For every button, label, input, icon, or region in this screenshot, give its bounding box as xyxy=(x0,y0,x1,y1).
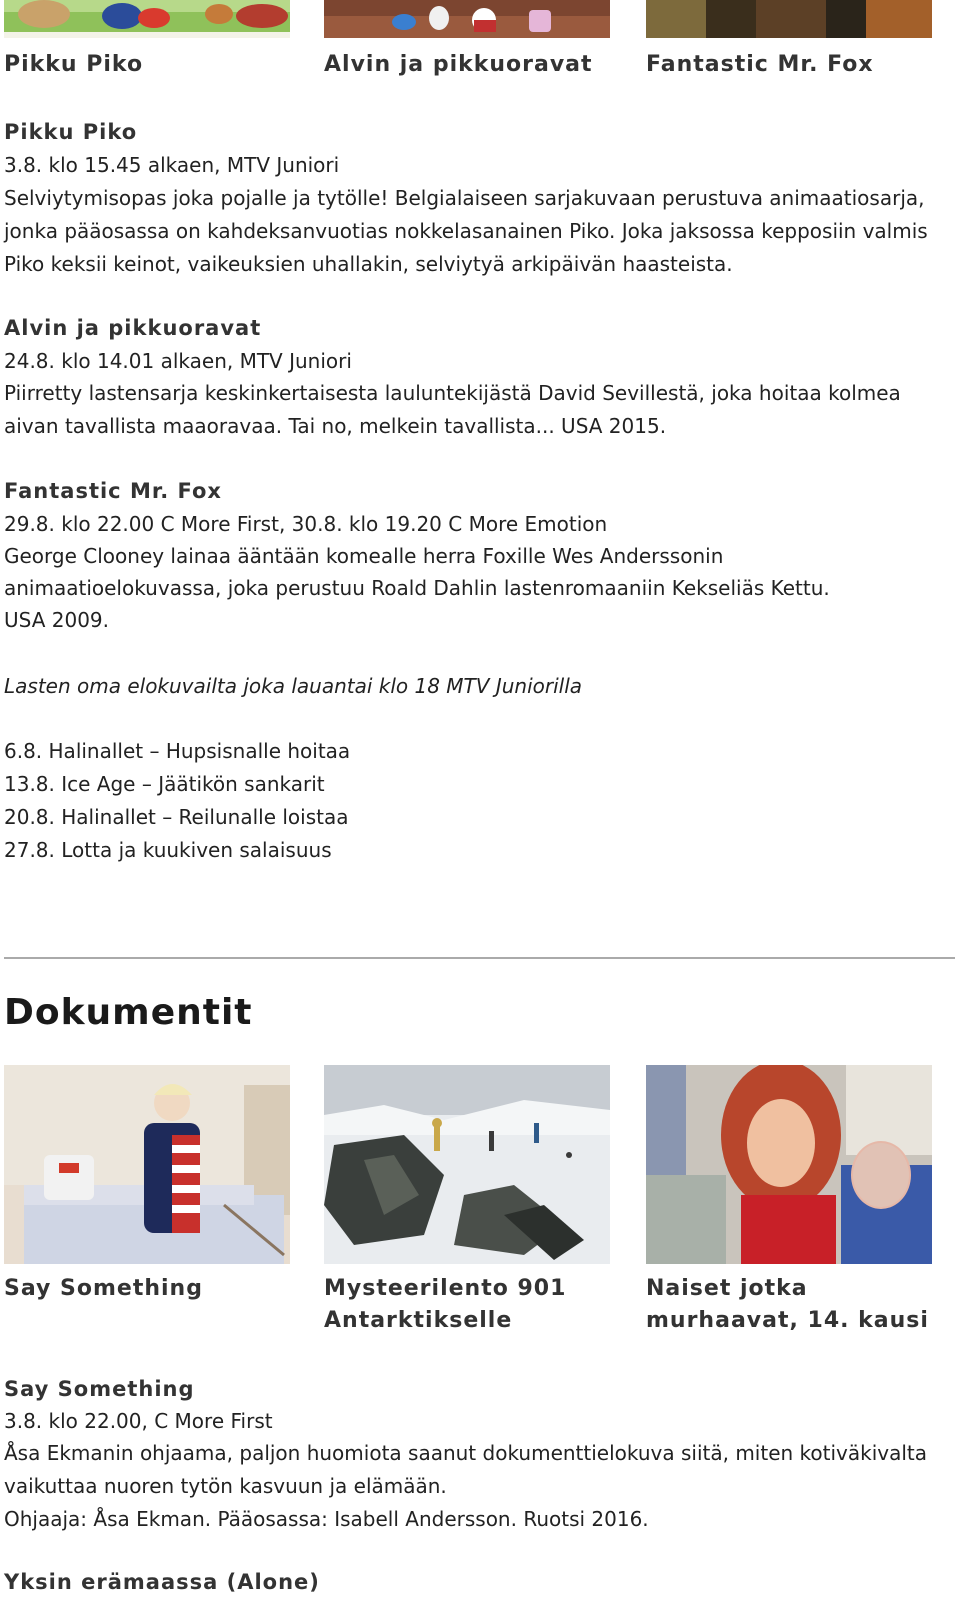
program-credits: Ohjaaja: Åsa Ekman. Pääosassa: Isabell Andersson. Ruotsi 2016. xyxy=(4,1507,649,1531)
program-title: Yksin erämaassa (Alone) xyxy=(4,1570,320,1594)
list-item: 13.8. Ice Age – Jäätikön sankarit xyxy=(4,772,325,796)
program-description-line: USA 2009. xyxy=(4,608,109,632)
list-item: 20.8. Halinallet – Reilunalle loistaa xyxy=(4,805,349,829)
program-time: 3.8. klo 15.45 alkaen, MTV Juniori xyxy=(4,153,340,177)
fantastic-mr-fox-thumbnail[interactable] xyxy=(646,0,932,38)
mysteerilento-thumbnail[interactable] xyxy=(324,1065,610,1264)
program-description: Åsa Ekmanin ohjaama, paljon huomiota saanut dokumenttielokuva siitä, miten kotiväkivalta vaikuttaa nuoren tytön kasvuun ja elämään. xyxy=(4,1441,928,1498)
caption-say-something[interactable]: Say Something xyxy=(4,1276,203,1301)
program-title: Pikku Piko xyxy=(4,120,138,144)
section-title-documentaries: Dokumentit xyxy=(4,992,253,1033)
naiset-jotka-murhaavat-image xyxy=(646,1065,932,1264)
list-item: 27.8. Lotta ja kuukiven salaisuus xyxy=(4,838,332,862)
program-time: 3.8. klo 22.00, C More First xyxy=(4,1409,273,1433)
caption-fantastic-mr-fox[interactable]: Fantastic Mr. Fox xyxy=(646,52,874,77)
naiset-jotka-murhaavat-thumbnail[interactable] xyxy=(646,1065,932,1264)
program-description-line: George Clooney lainaa ääntään komealle herra Foxille Wes Anderssonin xyxy=(4,544,724,568)
section-divider xyxy=(4,957,955,959)
say-something-image xyxy=(4,1065,290,1264)
caption-alvin[interactable]: Alvin ja pikkuoravat xyxy=(324,52,593,77)
program-title: Say Something xyxy=(4,1377,195,1401)
caption-mysteerilento[interactable]: Mysteerilento 901 Antarktikselle xyxy=(324,1276,567,1333)
say-something-thumbnail[interactable] xyxy=(4,1065,290,1264)
alvin-image xyxy=(324,0,610,38)
program-description: Selviytymisopas joka pojalle ja tytölle! Belgialaiseen sarjakuvaan perustuva animaatiosarja, jonka pääosassa on kahdeksanvuotias nokkelasanainen Piko. Joka jaksossa kepposiin valmis Piko keksii keinot, vaikeuksien uhallakin, selviytyä arkipäivän haasteista. xyxy=(4,186,928,276)
program-description-line: animaatioelokuvassa, joka perustuu Roald Dahlin lastenromaaniin Kekseliäs Kettu. xyxy=(4,576,830,600)
pikku-piko-image xyxy=(4,0,290,38)
pikku-piko-thumbnail[interactable] xyxy=(4,0,290,38)
program-description: Piirretty lastensarja keskinkertaisesta lauluntekijästä David Sevillestä, joka hoitaa kolmea aivan tavallista maaoravaa. Tai no, melkein tavallista... USA 2015. xyxy=(4,381,901,438)
alvin-thumbnail[interactable] xyxy=(324,0,610,38)
program-title: Alvin ja pikkuoravat xyxy=(4,316,262,340)
program-time: 29.8. klo 22.00 C More First, 30.8. klo 19.20 C More Emotion xyxy=(4,512,608,536)
program-title: Fantastic Mr. Fox xyxy=(4,479,222,503)
caption-naiset-jotka-murhaavat[interactable]: Naiset jotka murhaavat, 14. kausi xyxy=(646,1276,929,1333)
fantastic-mr-fox-image xyxy=(646,0,932,38)
movie-night-list xyxy=(4,735,350,867)
movie-night-note: Lasten oma elokuvailta joka lauantai klo 18 MTV Juniorilla xyxy=(4,674,583,698)
caption-pikku-piko[interactable]: Pikku Piko xyxy=(4,52,144,77)
program-time: 24.8. klo 14.01 alkaen, MTV Juniori xyxy=(4,349,352,373)
mysteerilento-image xyxy=(324,1065,610,1264)
list-item: 6.8. Halinallet – Hupsisnalle hoitaa xyxy=(4,739,351,763)
